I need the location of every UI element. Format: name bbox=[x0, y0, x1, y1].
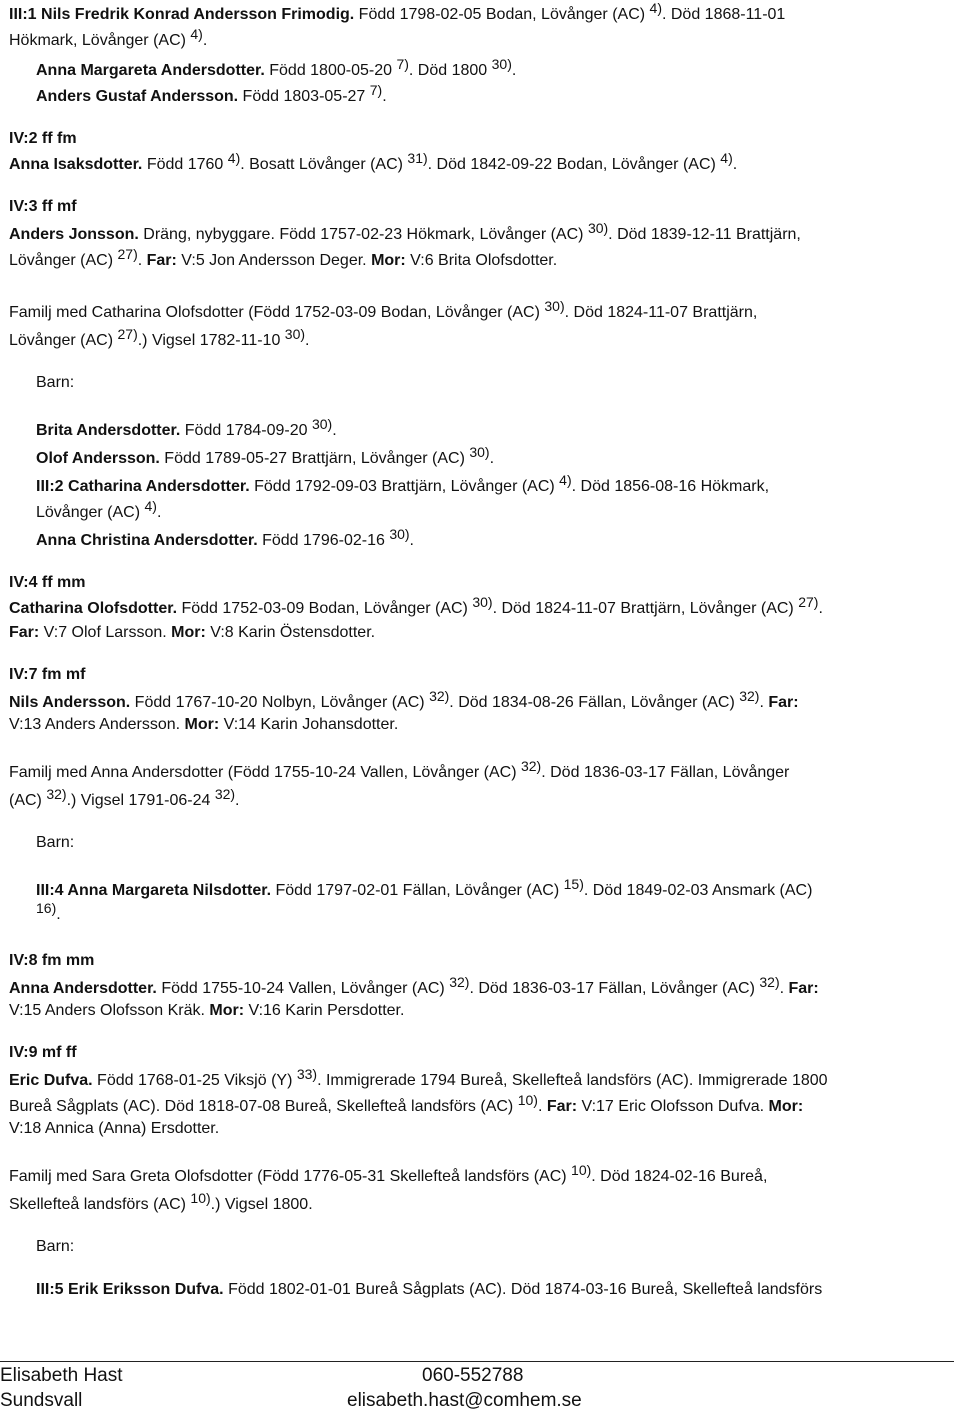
footnote-ref: 16) bbox=[36, 900, 57, 916]
text-line bbox=[36, 876, 813, 900]
footnote-ref: 10) bbox=[517, 1092, 538, 1108]
text-segment: V:17 Eric Olofsson Dufva. bbox=[577, 1098, 769, 1115]
text-line bbox=[9, 574, 85, 592]
text-line bbox=[36, 472, 770, 496]
text-segment: .) Vigsel 1782-11-10 bbox=[137, 332, 285, 349]
footnote-ref: 4) bbox=[649, 0, 662, 16]
footnote-ref: 32) bbox=[759, 974, 780, 990]
bold-text: Far: bbox=[9, 624, 40, 641]
bold-text: Brita Andersdotter. bbox=[36, 422, 181, 439]
bold-text: Olof Andersson. bbox=[36, 450, 160, 467]
text-segment: Född 1798-02-05 Bodan, Lövånger (AC) bbox=[354, 6, 650, 23]
bold-text: Far: bbox=[788, 980, 819, 997]
text-line bbox=[36, 82, 387, 106]
footnote-ref: 30) bbox=[472, 594, 493, 610]
text-line bbox=[36, 444, 495, 468]
text-segment: V:15 Anders Olofsson Kräk. bbox=[9, 1002, 210, 1019]
text-segment: . Död 1836-03-17 Fällan, Lövånger (AC) bbox=[469, 980, 760, 997]
text-segment: . bbox=[137, 252, 147, 269]
text-segment: . Död 1800 bbox=[408, 62, 492, 79]
text-line bbox=[9, 150, 738, 174]
text-line bbox=[9, 0, 786, 24]
text-line bbox=[9, 1092, 804, 1116]
text-segment: Född 1792-09-03 Brattjärn, Lövånger (AC) bbox=[249, 478, 560, 495]
text-line bbox=[9, 298, 758, 322]
text-segment: V:6 Brita Olofsdotter. bbox=[405, 252, 558, 269]
text-segment: Född 1802-01-01 Bureå Sågplats (AC). Död 1874-03-16 Bureå, Skellefteå landsförs bbox=[223, 1281, 823, 1298]
text-line bbox=[9, 688, 799, 712]
text-segment: Barn: bbox=[36, 1238, 75, 1255]
text-line bbox=[9, 624, 375, 642]
footnote-ref: 4) bbox=[227, 150, 241, 166]
footnote-ref: 27) bbox=[117, 326, 138, 342]
footnote-ref: 30) bbox=[311, 416, 333, 432]
footnote-ref: 32) bbox=[449, 974, 470, 990]
text-segment: Hökmark, Lövånger (AC) bbox=[9, 32, 191, 49]
text-segment: Bureå Sågplats (AC). Död 1818-07-08 Bureå, Skellefteå landsförs (AC) bbox=[9, 1098, 518, 1115]
text-segment: V:7 Olof Larsson. bbox=[39, 624, 172, 641]
text-segment: . Död 1839-12-11 Brattjärn, bbox=[608, 226, 801, 243]
text-segment: V:5 Jon Andersson Deger. bbox=[176, 252, 372, 269]
bold-text: Eric Dufva. bbox=[9, 1072, 93, 1089]
footnote-ref: 30) bbox=[491, 56, 512, 72]
footnote-ref: 32) bbox=[429, 688, 450, 704]
footnote-ref: 32) bbox=[214, 786, 236, 802]
text-line bbox=[36, 416, 337, 440]
text-line bbox=[36, 834, 74, 852]
text-line bbox=[9, 130, 77, 148]
footnote-ref: 32) bbox=[520, 758, 542, 774]
text-segment: . bbox=[759, 694, 769, 711]
text-line bbox=[9, 786, 240, 810]
text-segment: Skellefteå landsförs (AC) bbox=[9, 1196, 191, 1213]
bold-text: Mor: bbox=[371, 252, 406, 269]
text-segment: . bbox=[382, 88, 387, 105]
bold-text: Catharina Olofsdotter. bbox=[9, 600, 178, 617]
footer-phone: 060-552788 bbox=[422, 1365, 524, 1386]
text-segment: V:13 Anders Andersson. bbox=[9, 716, 185, 733]
bold-text: Anna Andersdotter. bbox=[9, 980, 157, 997]
text-segment: . bbox=[235, 792, 240, 809]
bold-text: Far: bbox=[768, 694, 799, 711]
text-segment: . bbox=[489, 450, 495, 467]
text-line bbox=[36, 1238, 74, 1256]
text-segment: . bbox=[56, 906, 61, 923]
text-segment: Född 1796-02-16 bbox=[257, 532, 390, 549]
bold-text: Nils Andersson. bbox=[9, 694, 131, 711]
text-line bbox=[9, 594, 823, 618]
text-segment: . bbox=[537, 1098, 547, 1115]
text-line bbox=[36, 1281, 822, 1299]
footer-city: Sundsvall bbox=[0, 1390, 83, 1411]
bold-text: Anna Margareta Andersdotter. bbox=[36, 62, 265, 79]
text-segment: Född 1752-03-09 Bodan, Lövånger (AC) bbox=[177, 600, 473, 617]
text-line bbox=[9, 666, 85, 684]
text-line bbox=[9, 198, 77, 216]
text-line bbox=[9, 974, 819, 998]
bold-text: Anders Gustaf Andersson. bbox=[36, 88, 239, 105]
text-segment: Lövånger (AC) bbox=[9, 332, 118, 349]
text-segment: Född 1784-09-20 bbox=[180, 422, 312, 439]
bold-text: Far: bbox=[146, 252, 177, 269]
text-segment: . Död 1868-11-01 bbox=[661, 6, 786, 23]
text-segment: Dräng, nybyggare. Född 1757-02-23 Hökmark, Lövånger (AC) bbox=[138, 226, 588, 243]
text-segment: Född 1797-02-01 Fällan, Lövånger (AC) bbox=[271, 882, 564, 899]
text-line bbox=[9, 1162, 768, 1186]
text-segment: Född 1803-05-27 bbox=[238, 88, 370, 105]
footnote-ref: 15) bbox=[563, 876, 584, 892]
bold-text: III:1 Nils Fredrik Konrad Andersson Frimodig. bbox=[9, 6, 355, 23]
text-segment: Familj med Sara Greta Olofsdotter (Född 1776-05-31 Skellefteå landsförs (AC) bbox=[9, 1168, 572, 1185]
footnote-ref: 31) bbox=[407, 150, 428, 166]
footer-email: elisabeth.hast@comhem.se bbox=[347, 1390, 582, 1411]
text-line bbox=[9, 1002, 404, 1020]
text-segment: . bbox=[779, 980, 789, 997]
text-segment: . Död 1824-11-07 Brattjärn, bbox=[564, 304, 758, 321]
bold-text: Far: bbox=[546, 1098, 578, 1115]
text-segment: Lövånger (AC) bbox=[9, 252, 118, 269]
bold-text: Anders Jonsson. bbox=[9, 226, 139, 243]
text-line bbox=[9, 952, 94, 970]
text-line bbox=[36, 526, 414, 550]
footnote-ref: 4) bbox=[190, 26, 203, 42]
text-segment: . bbox=[732, 156, 738, 173]
text-segment: V:8 Karin Östensdotter. bbox=[205, 624, 376, 641]
footnote-ref: 10) bbox=[190, 1190, 211, 1206]
text-segment: Lövånger (AC) bbox=[36, 504, 145, 521]
text-line bbox=[9, 1120, 219, 1138]
bold-text: IV:8 fm mm bbox=[9, 952, 95, 969]
bold-text: IV:4 ff mm bbox=[9, 574, 86, 591]
text-line bbox=[9, 220, 801, 244]
bold-text: IV:7 fm mf bbox=[9, 666, 86, 683]
bold-text: IV:9 mf ff bbox=[9, 1044, 77, 1061]
footnote-ref: 32) bbox=[739, 688, 760, 704]
bold-text: Mor: bbox=[171, 624, 206, 641]
text-segment: Född 1760 bbox=[142, 156, 228, 173]
text-line bbox=[36, 498, 162, 522]
text-segment: . bbox=[409, 532, 414, 549]
footnote-ref: 30) bbox=[389, 526, 410, 542]
footnote-ref: 33) bbox=[296, 1066, 318, 1082]
text-line bbox=[9, 1044, 77, 1062]
bold-text: IV:3 ff mf bbox=[9, 198, 77, 215]
text-segment: Född 1755-10-24 Vallen, Lövånger (AC) bbox=[156, 980, 450, 997]
text-segment: Född 1789-05-27 Brattjärn, Lövånger (AC) bbox=[159, 450, 470, 467]
footnote-ref: 30) bbox=[587, 220, 609, 236]
text-segment: . Död 1856-08-16 Hökmark, bbox=[571, 478, 770, 495]
bold-text: III:5 Erik Eriksson Dufva. bbox=[36, 1281, 224, 1298]
text-line bbox=[9, 246, 558, 270]
bold-text: Mor: bbox=[768, 1098, 804, 1115]
text-segment: . Död 1834-08-26 Fällan, Lövånger (AC) bbox=[449, 694, 740, 711]
text-segment: . Bosatt Lövånger (AC) bbox=[240, 156, 408, 173]
text-segment: . bbox=[156, 504, 162, 521]
text-segment: . Död 1824-11-07 Brattjärn, Lövånger (AC) bbox=[492, 600, 799, 617]
text-segment: Född 1768-01-25 Viksjö (Y) bbox=[92, 1072, 297, 1089]
text-segment: Barn: bbox=[36, 834, 75, 851]
footnote-ref: 30) bbox=[469, 444, 490, 460]
text-segment: Familj med Catharina Olofsdotter (Född 1752-03-09 Bodan, Lövånger (AC) bbox=[9, 304, 545, 321]
text-segment: . Död 1836-03-17 Fällan, Lövånger bbox=[541, 764, 790, 781]
text-segment: Född 1800-05-20 bbox=[264, 62, 397, 79]
bold-text: Mor: bbox=[184, 716, 220, 733]
text-segment: . Död 1842-09-22 Bodan, Lövånger (AC) bbox=[427, 156, 721, 173]
footnote-ref: 32) bbox=[46, 786, 67, 802]
footnote-ref: 7) bbox=[396, 56, 409, 72]
text-segment: . bbox=[202, 32, 208, 49]
text-segment: . Immigrerade 1794 Bureå, Skellefteå landsförs (AC). Immigrerade 1800 bbox=[317, 1072, 828, 1089]
footnote-ref: 4) bbox=[559, 472, 572, 488]
text-line bbox=[9, 26, 208, 50]
text-segment: V:18 Annica (Anna) Ersdotter. bbox=[9, 1120, 220, 1137]
text-line bbox=[9, 1190, 313, 1214]
bold-text: III:2 Catharina Andersdotter. bbox=[36, 478, 250, 495]
footnote-ref: 4) bbox=[720, 150, 733, 166]
text-segment: Barn: bbox=[36, 374, 75, 391]
footnote-ref: 30) bbox=[284, 326, 306, 342]
text-segment: V:14 Karin Johansdotter. bbox=[219, 716, 399, 733]
text-segment: Familj med Anna Andersdotter (Född 1755-10-24 Vallen, Lövånger (AC) bbox=[9, 764, 521, 781]
footnote-ref: 30) bbox=[544, 298, 565, 314]
text-segment: . Död 1849-02-03 Ansmark (AC) bbox=[583, 882, 813, 899]
text-line bbox=[36, 374, 74, 392]
text-segment: . bbox=[818, 600, 823, 617]
footnote-ref: 4) bbox=[144, 498, 157, 514]
text-segment: . bbox=[305, 332, 310, 349]
text-line bbox=[9, 716, 398, 734]
bold-text: III:4 Anna Margareta Nilsdotter. bbox=[36, 882, 272, 899]
text-segment: . bbox=[332, 422, 337, 439]
text-line bbox=[9, 1066, 828, 1090]
text-segment: . bbox=[511, 62, 517, 79]
bold-text: Mor: bbox=[209, 1002, 245, 1019]
text-line bbox=[9, 326, 310, 350]
text-segment: . Död 1824-02-16 Bureå, bbox=[591, 1168, 768, 1185]
footnote-ref: 27) bbox=[117, 246, 138, 262]
footnote-ref: 27) bbox=[798, 594, 819, 610]
footer-name: Elisabeth Hast bbox=[0, 1365, 123, 1386]
text-segment: Född 1767-10-20 Nolbyn, Lövånger (AC) bbox=[130, 694, 430, 711]
text-line bbox=[36, 56, 517, 80]
footnote-ref: 10) bbox=[571, 1162, 592, 1178]
text-line bbox=[36, 900, 61, 924]
text-segment: (AC) bbox=[9, 792, 47, 809]
bold-text: IV:2 ff fm bbox=[9, 130, 77, 147]
text-segment: V:16 Karin Persdotter. bbox=[244, 1002, 405, 1019]
bold-text: Anna Isaksdotter. bbox=[9, 156, 143, 173]
text-segment: .) Vigsel 1791-06-24 bbox=[66, 792, 215, 809]
bold-text: Anna Christina Andersdotter. bbox=[36, 532, 258, 549]
footnote-ref: 7) bbox=[369, 82, 383, 98]
text-line bbox=[9, 758, 790, 782]
text-segment: .) Vigsel 1800. bbox=[210, 1196, 313, 1213]
footer-divider bbox=[0, 1361, 954, 1362]
